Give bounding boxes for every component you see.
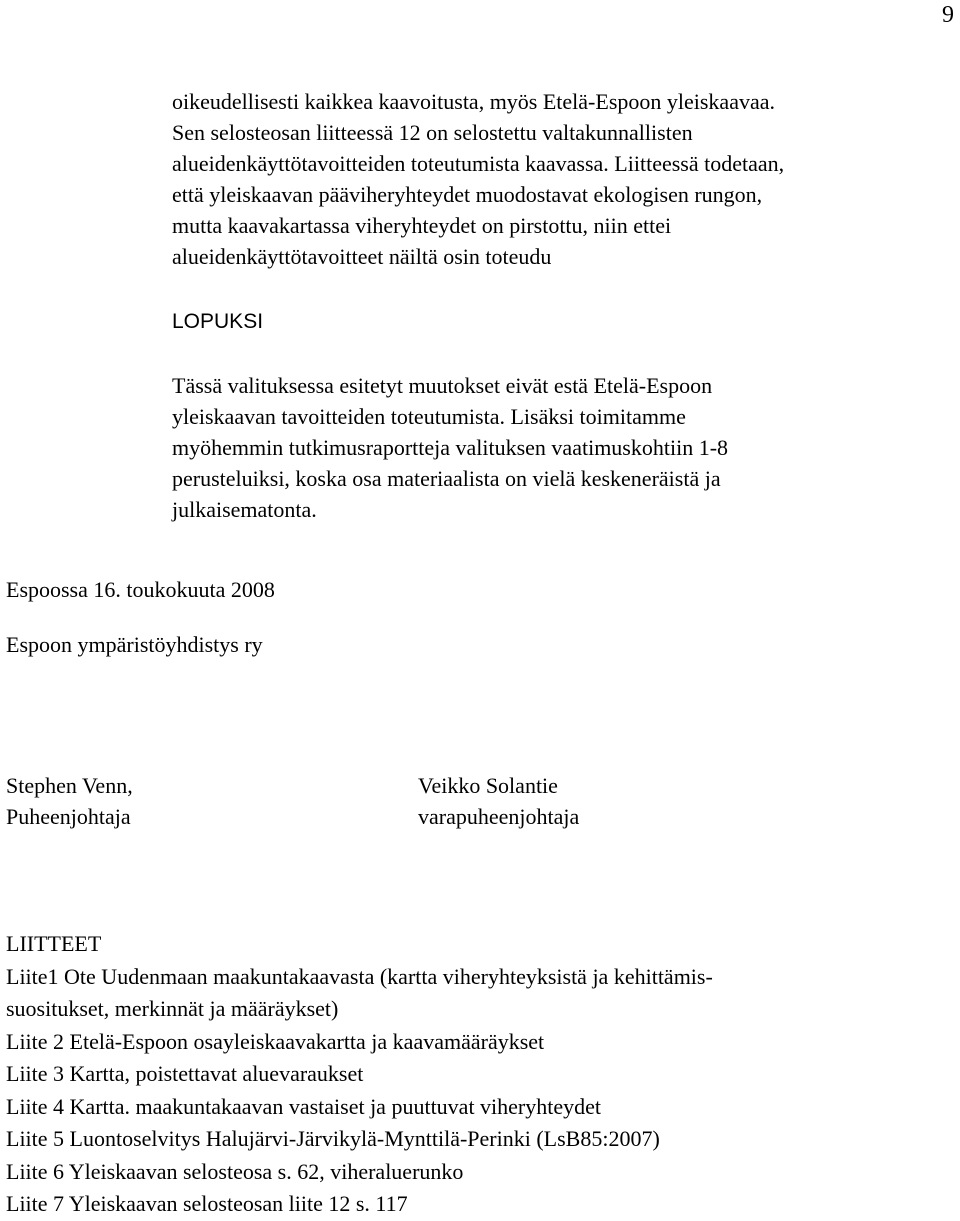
signatory-name: Stephen Venn,: [6, 773, 133, 798]
date-line: Espoossa 16. toukokuuta 2008: [6, 577, 275, 602]
paragraph-line: että yleiskaavan pääviheryhteydet muodostavat ekologisen rungon,: [172, 182, 763, 207]
signatory-chair: [6, 770, 133, 832]
paragraph-line: mutta kaavakartassa viheryhteydet on pirstottu, niin ettei: [172, 213, 672, 238]
page-number: 9: [942, 2, 954, 28]
paragraph-line: julkaisematonta.: [172, 497, 317, 522]
signatory-title: varapuheenjohtaja: [418, 804, 580, 829]
attachment-item: Liite 7 Yleiskaavan selosteosan liite 12 s. 117: [6, 1191, 408, 1216]
paragraph-line: myöhemmin tutkimusraportteja valituksen vaatimuskohtiin 1-8: [172, 435, 729, 460]
signatory-vice-chair: [418, 770, 579, 832]
attachments-heading: LIITTEET: [6, 931, 102, 956]
paragraph-line: oikeudellisesti kaikkea kaavoitusta, myös Etelä-Espoon yleiskaavaa.: [172, 89, 775, 114]
paragraph-line: alueidenkäyttötavoitteet näiltä osin toteudu: [172, 244, 552, 269]
paragraph-line: yleiskaavan tavoitteiden toteutumista. Lisäksi toimitamme: [172, 404, 686, 429]
attachment-item: Liite 3 Kartta, poistettavat aluevaraukset: [6, 1061, 364, 1086]
attachment-item: Liite 2 Etelä-Espoon osayleiskaavakartta ja kaavamääräykset: [6, 1028, 545, 1054]
attachment-item: Liite 6 Yleiskaavan selosteosa s. 62, viheraluerunko: [6, 1158, 464, 1184]
signatory-name: Veikko Solantie: [418, 773, 558, 798]
attachments-list: [6, 928, 713, 1221]
attachment-item: Liite 5 Luontoselvitys Halujärvi-Järvikylä-Mynttilä-Perinki (LsB85:2007): [6, 1126, 660, 1151]
paragraph-line: alueidenkäyttötavoitteiden toteutumista kaavassa. Liitteessä todetaan,: [172, 151, 785, 176]
paragraph-line: perusteluiksi, koska osa materiaalista on vielä keskeneräistä ja: [172, 466, 721, 491]
signatory-title: Puheenjohtaja: [6, 804, 131, 829]
closing-paragraph: [172, 370, 932, 525]
attachment-item: suositukset, merkinnät ja määräykset): [6, 996, 339, 1021]
attachment-item: Liite 4 Kartta. maakuntakaavan vastaiset ja puuttuvat viheryhteydet: [6, 1093, 602, 1119]
attachment-item: Liite1 Ote Uudenmaan maakuntakaavasta (kartta viheryhteyksistä ja kehittämis-: [6, 963, 713, 989]
section-heading-lopuksi: LOPUKSI: [172, 310, 264, 333]
paragraph-continuation: [172, 86, 932, 272]
paragraph-line: Sen selosteosan liitteessä 12 on selostettu valtakunnallisten: [172, 120, 693, 145]
organization-name: Espoon ympäristöyhdistys ry: [6, 632, 263, 657]
paragraph-line: Tässä valituksessa esitetyt muutokset eivät estä Etelä-Espoon: [172, 373, 713, 398]
